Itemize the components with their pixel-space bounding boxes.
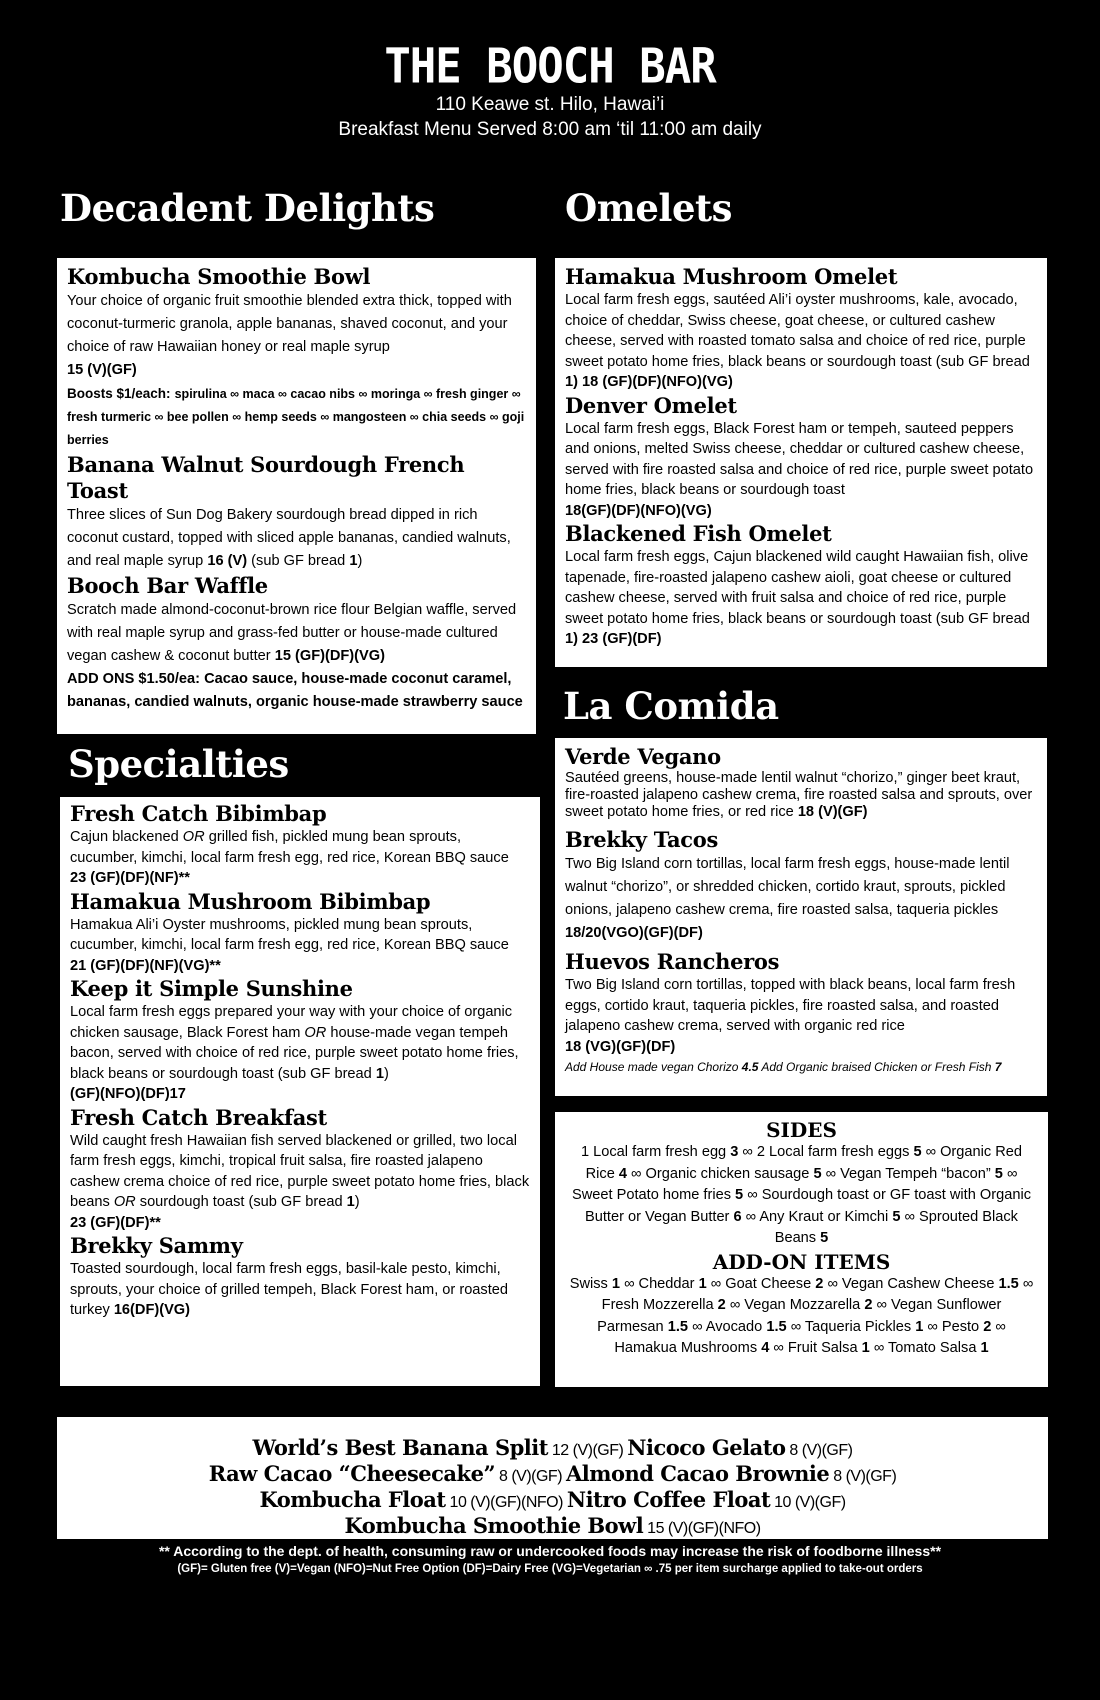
side-item: Sourdough toast or GF toast with Organic Butter or Vegan Butter 6 <box>585 1187 1031 1225</box>
hours: Breakfast Menu Served 8:00 am ‘til 11:00 am daily <box>338 119 762 140</box>
restaurant-name: THE BOOCH BAR <box>384 38 716 95</box>
menu-item <box>565 393 1037 522</box>
item-price: (GF)(NFO)(DF)17 <box>70 1086 186 1102</box>
item-desc: Local farm fresh eggs, Black Forest ham or tempeh, sauteed peppers and onions, melted Swiss cheese, cheddar or cultured cashew cheese, served with fire roasted salsa and choice of red rice, purple sweet potato home fries, black beans or sourdough toast 18(GF)(DF)(NFO)(VG) <box>565 420 1034 519</box>
item-name: Brekky Tacos <box>565 827 719 852</box>
add-protein-note: Add House made vegan Chorizo 4.5 Add Organic braised Chicken or Fresh Fish 7 <box>565 1060 1002 1074</box>
menu-item <box>67 452 526 573</box>
item-name: Hamakua Mushroom Bibimbap <box>70 888 431 914</box>
boosts-list: spirulina ∞ maca ∞ cacao nibs ∞ moringa ∞ fresh ginger ∞ fresh turmeric ∞ bee pollen ∞ hemp seeds ∞ mangosteen ∞ chia seeds ∞ goji berries <box>67 387 525 447</box>
health-warning: ** According to the dept. of health, consuming raw or undercooked foods may increase the risk of foodborne illness** <box>158 1543 942 1559</box>
menu-item <box>70 1105 530 1234</box>
item-price: 16 (V) <box>207 553 248 569</box>
decadent-box <box>57 258 536 734</box>
side-item: Sweet Potato home fries 5 <box>572 1187 744 1203</box>
side-item: 2 Local farm fresh eggs 5 <box>756 1144 922 1160</box>
item-price: 15 (V)(GF) <box>67 362 137 378</box>
item-desc: Two Big Island corn tortillas, topped with black beans, local farm fresh eggs, cortido kraut, taqueria pickles, fire roasted salsa, and roasted jalapeno cashew crema, served with organic red rice 18 (VG)(GF)(DF) Add House made vegan Chorizo 4.5 Add Organic braised Chicken or Fresh Fish 7 <box>565 977 1016 1074</box>
dessert-name: Nicoco Gelato <box>627 1435 786 1460</box>
item-desc: Cajun blackened OR grilled fish, pickled mung bean sprouts, cucumber, kimchi, local farm fresh egg, red rice, Korean BBQ sauce 23 (GF)(DF)(NF)** <box>70 829 509 886</box>
item-price: 15 (GF)(DF)(VG) <box>274 648 385 664</box>
item-price: 23 (GF)(DF) <box>582 631 662 647</box>
item-desc: Toasted sourdough, local farm fresh eggs, basil-kale pesto, kimchi, sprouts, your choice of grilled tempeh, Black Forest ham, or roasted turkey 16(DF)(VG) <box>70 1261 509 1318</box>
dessert-name: Almond Cacao Brownie <box>565 1461 830 1486</box>
dessert-name: Kombucha Smoothie Bowl <box>344 1513 644 1538</box>
item-desc: Local farm fresh eggs prepared your way with your choice of organic chicken sausage, Black Forest ham OR house-made vegan tempeh bacon, served with choice of red rice, purple sweet potato home fries, black beans or sourdough toast (sub GF bread 1) (GF)(NFO)(DF)17 <box>70 1004 519 1102</box>
item-price: 23 (GF)(DF)** <box>70 1214 161 1231</box>
addons-text: ADD ONS $1.50/ea: Cacao sauce, house-made coconut caramel, bananas, candied walnuts, organic house-made strawberry sauce <box>67 671 523 710</box>
la-comida-box <box>555 738 1047 1096</box>
side-item: Organic Red Rice 4 <box>585 1144 1023 1182</box>
item-name: Fresh Catch Bibimbap <box>70 801 327 826</box>
item-desc: Local farm fresh eggs, sautéed Ali’i oyster mushrooms, kale, avocado, choice of cheddar, Swiss cheese, goat cheese, or cultured cashew cheese, served with roasted tomato salsa and choice of red rice, purple sweet potato home fries, black beans or sourdough toast (sub GF bread 1) 18 (GF)(DF)(NFO)(VG) <box>565 292 1030 390</box>
item-name: Brekky Sammy <box>70 1233 243 1258</box>
sides-box <box>555 1112 1048 1387</box>
dessert-line: Raw Cacao “Cheesecake” 8 (V)(GF) Almond Cacao Brownie 8 (V)(GF) <box>208 1461 897 1486</box>
diet-legend: (GF)= Gluten free (V)=Vegan (NFO)=Nut Free Option (DF)=Dairy Free (VG)=Vegetarian ∞ .75 per item surcharge applied to take-out orders <box>177 1563 923 1575</box>
side-item: Avocado 1.5 <box>705 1318 787 1335</box>
section-heading-decadent: Decadent Delights <box>60 186 435 230</box>
side-item: Any Kraut or Kimchi 5 <box>759 1208 901 1225</box>
item-name: Denver Omelet <box>565 392 737 418</box>
item-price: 23 (GF)(DF)(NF)** <box>70 870 190 886</box>
menu-item <box>70 889 530 977</box>
side-item: Organic chicken sausage 5 <box>645 1165 822 1182</box>
addon-heading: ADD-ON ITEMS <box>712 1249 891 1274</box>
dessert-name: Raw Cacao “Cheesecake” <box>208 1461 496 1486</box>
side-item: Hamakua Mushrooms 4 <box>614 1340 770 1356</box>
side-item: 1 Local farm fresh egg 3 <box>580 1144 739 1160</box>
item-name: Booch Bar Waffle <box>67 573 268 598</box>
item-name: Huevos Rancheros <box>565 949 780 974</box>
omelets-box <box>555 258 1047 667</box>
item-desc: Wild caught fresh Hawaiian fish served blackened or grilled, two local farm fresh eggs, kimchi, tropical fruit salsa, fire roasted jalapeno cashew crema choice of red rice, purple sweet potato home fries, black beans OR sourdough toast (sub GF bread 1) 23 (GF)(DF)** <box>70 1132 530 1231</box>
item-price: 16(DF)(VG) <box>113 1302 191 1318</box>
item-name: Fresh Catch Breakfast <box>70 1104 327 1130</box>
addons-list: Swiss 1 ∞ Cheddar 1 ∞ Goat Cheese 2 ∞ Vegan Cashew Cheese 1.5 ∞ Fresh Mozzerella 2 ∞ Vegan Mozzarella 2 ∞ Vegan Sunflower Parmesan 1.5 ∞ Avocado 1.5 ∞ Taqueria Pickles 1 ∞ Pesto 2 ∞ Hamakua Mushrooms 4 ∞ Fruit Salsa 1 ∞ Tomato Salsa 1 <box>569 1275 1034 1356</box>
item-desc: Scratch made almond-coconut-brown rice flour Belgian waffle, served with real maple syrup and grass-fed butter or house-made cultured vegan cashew & coconut butter 15 (GF)(DF)(VG) ADD ONS $1.50/ea: Cacao sauce, house-made coconut caramel, bananas, candied walnuts, organic house-made strawberry sauce <box>67 602 523 710</box>
item-price: 18/20(VGO)(GF)(DF) <box>565 925 703 941</box>
dessert-name: World’s Best Banana Split <box>252 1435 548 1460</box>
desserts-box <box>57 1417 1048 1539</box>
item-price: 18 (GF)(DF)(NFO)(VG) <box>582 374 733 390</box>
item-desc: Your choice of organic fruit smoothie blended extra thick, topped with coconut-turmeric granola, apple bananas, shaved coconut, and your choice of raw Hawaiian honey or real maple syrup 15 (V)(GF) Boosts $1/each: spirulina ∞ maca ∞ cacao nibs ∞ moringa ∞ fresh ginger ∞ fresh turmeric ∞ bee pollen ∞ hemp seeds ∞ mangosteen ∞ chia seeds ∞ goji berries <box>67 293 525 447</box>
footer <box>0 1543 1100 1575</box>
section-heading-specialties: Specialties <box>68 742 289 786</box>
sides-list: 1 Local farm fresh egg 3 ∞ 2 Local farm fresh eggs 5 ∞ Organic Red Rice 4 ∞ Organic chicken sausage 5 ∞ Vegan Tempeh “bacon” 5 ∞ Sweet Potato home fries 5 ∞ Sourdough toast or GF toast with Organic Butter or Vegan Butter 6 ∞ Any Kraut or Kimchi 5 ∞ Sprouted Black Beans 5 <box>572 1144 1031 1246</box>
menu-header <box>0 38 1100 142</box>
side-item: Taqueria Pickles 1 <box>804 1318 924 1335</box>
item-price: 18 (V)(GF) <box>797 804 868 820</box>
side-item: Vegan Mozzarella 2 <box>744 1297 873 1313</box>
side-item: Pesto 2 <box>941 1318 992 1335</box>
item-name: Verde Vegano <box>565 744 721 769</box>
side-item: Fruit Salsa 1 <box>787 1340 870 1356</box>
menu-item <box>565 744 1037 821</box>
dessert-line: Kombucha Smoothie Bowl 15 (V)(GF)(NFO) <box>344 1513 761 1538</box>
item-desc: Two Big Island corn tortillas, local farm fresh eggs, house-made lentil walnut “chorizo”, or shredded chicken, cortido kraut, sprouts, pickled onions, jalapeno cashew crema, fire roasted salsa, taqueria pickles 18/20(VGO)(GF)(DF) <box>565 856 1010 941</box>
item-price: 18 (VG)(GF)(DF) <box>565 1038 676 1055</box>
side-item: Vegan Sunflower Parmesan 1.5 <box>597 1297 1002 1335</box>
side-item: Fresh Mozzerella 2 <box>601 1297 726 1313</box>
item-name: Banana Walnut Sourdough French Toast <box>67 452 465 503</box>
item-desc: Three slices of Sun Dog Bakery sourdough bread dipped in rich coconut custard, topped with sliced apple bananas, candied walnuts, and real maple syrup 16 (V) (sub GF bread 1) <box>67 507 511 569</box>
dessert-name: Nitro Coffee Float <box>566 1487 771 1512</box>
side-item: Vegan Tempeh “bacon” 5 <box>840 1165 1003 1182</box>
dessert-line: Kombucha Float 10 (V)(GF)(NFO) Nitro Coffee Float 10 (V)(GF) <box>259 1487 846 1512</box>
item-desc: Hamakua Ali’i Oyster mushrooms, pickled mung bean sprouts, cucumber, kimchi, local farm fresh egg, red rice, Korean BBQ sauce 21 (GF)(DF)(NF)(VG)** <box>70 916 509 974</box>
menu-item <box>70 801 530 889</box>
item-desc: Sautéed greens, house-made lentil walnut “chorizo,” ginger beet kraut, fire-roasted jalapeno cashew crema, fire roasted salsa and sprouts, over sweet potato home fries, or red rice 18 (V)(GF) <box>565 770 1033 820</box>
dessert-name: Kombucha Float <box>259 1487 446 1512</box>
side-item: Swiss 1 <box>569 1275 621 1292</box>
side-item: Tomato Salsa 1 <box>888 1340 989 1356</box>
item-price: 21 (GF)(DF)(NF)(VG)** <box>70 957 221 974</box>
side-item: Cheddar 1 <box>638 1275 707 1292</box>
address: 110 Keawe st. Hilo, Hawai’i <box>435 94 665 115</box>
side-item: Sprouted Black Beans 5 <box>774 1208 1018 1246</box>
item-name: Keep it Simple Sunshine <box>70 976 353 1001</box>
dessert-line: World’s Best Banana Split 12 (V)(GF) Nicoco Gelato 8 (V)(GF) <box>252 1435 853 1460</box>
side-item: Goat Cheese 2 <box>725 1275 824 1292</box>
section-heading-omelets: Omelets <box>565 186 732 230</box>
item-name: Hamakua Mushroom Omelet <box>565 264 898 289</box>
menu-item <box>67 264 526 452</box>
item-desc: Local farm fresh eggs, Cajun blackened wild caught Hawaiian fish, olive tapenade, fire-roasted jalapeno cashew aioli, goat cheese or cultured cashew cheese, served with fruit salsa and choice of red rice, purple sweet potato home fries, black beans or sourdough toast (sub GF bread 1) 23 (GF)(DF) <box>565 549 1030 647</box>
section-heading-la-comida: La Comida <box>563 684 779 728</box>
item-name: Blackened Fish Omelet <box>565 521 832 546</box>
menu-item <box>565 264 1037 393</box>
specialties-box <box>60 797 540 1386</box>
menu-item <box>70 1233 530 1321</box>
menu-item <box>70 976 530 1105</box>
sides-heading: SIDES <box>766 1118 837 1142</box>
side-item: Vegan Cashew Cheese 1.5 <box>841 1275 1019 1292</box>
menu-item <box>565 827 1037 945</box>
menu-item <box>67 573 526 714</box>
item-price: 18(GF)(DF)(NFO)(VG) <box>565 502 712 519</box>
item-name: Kombucha Smoothie Bowl <box>67 264 371 289</box>
menu-item <box>565 521 1037 650</box>
menu-item <box>565 949 1037 1078</box>
